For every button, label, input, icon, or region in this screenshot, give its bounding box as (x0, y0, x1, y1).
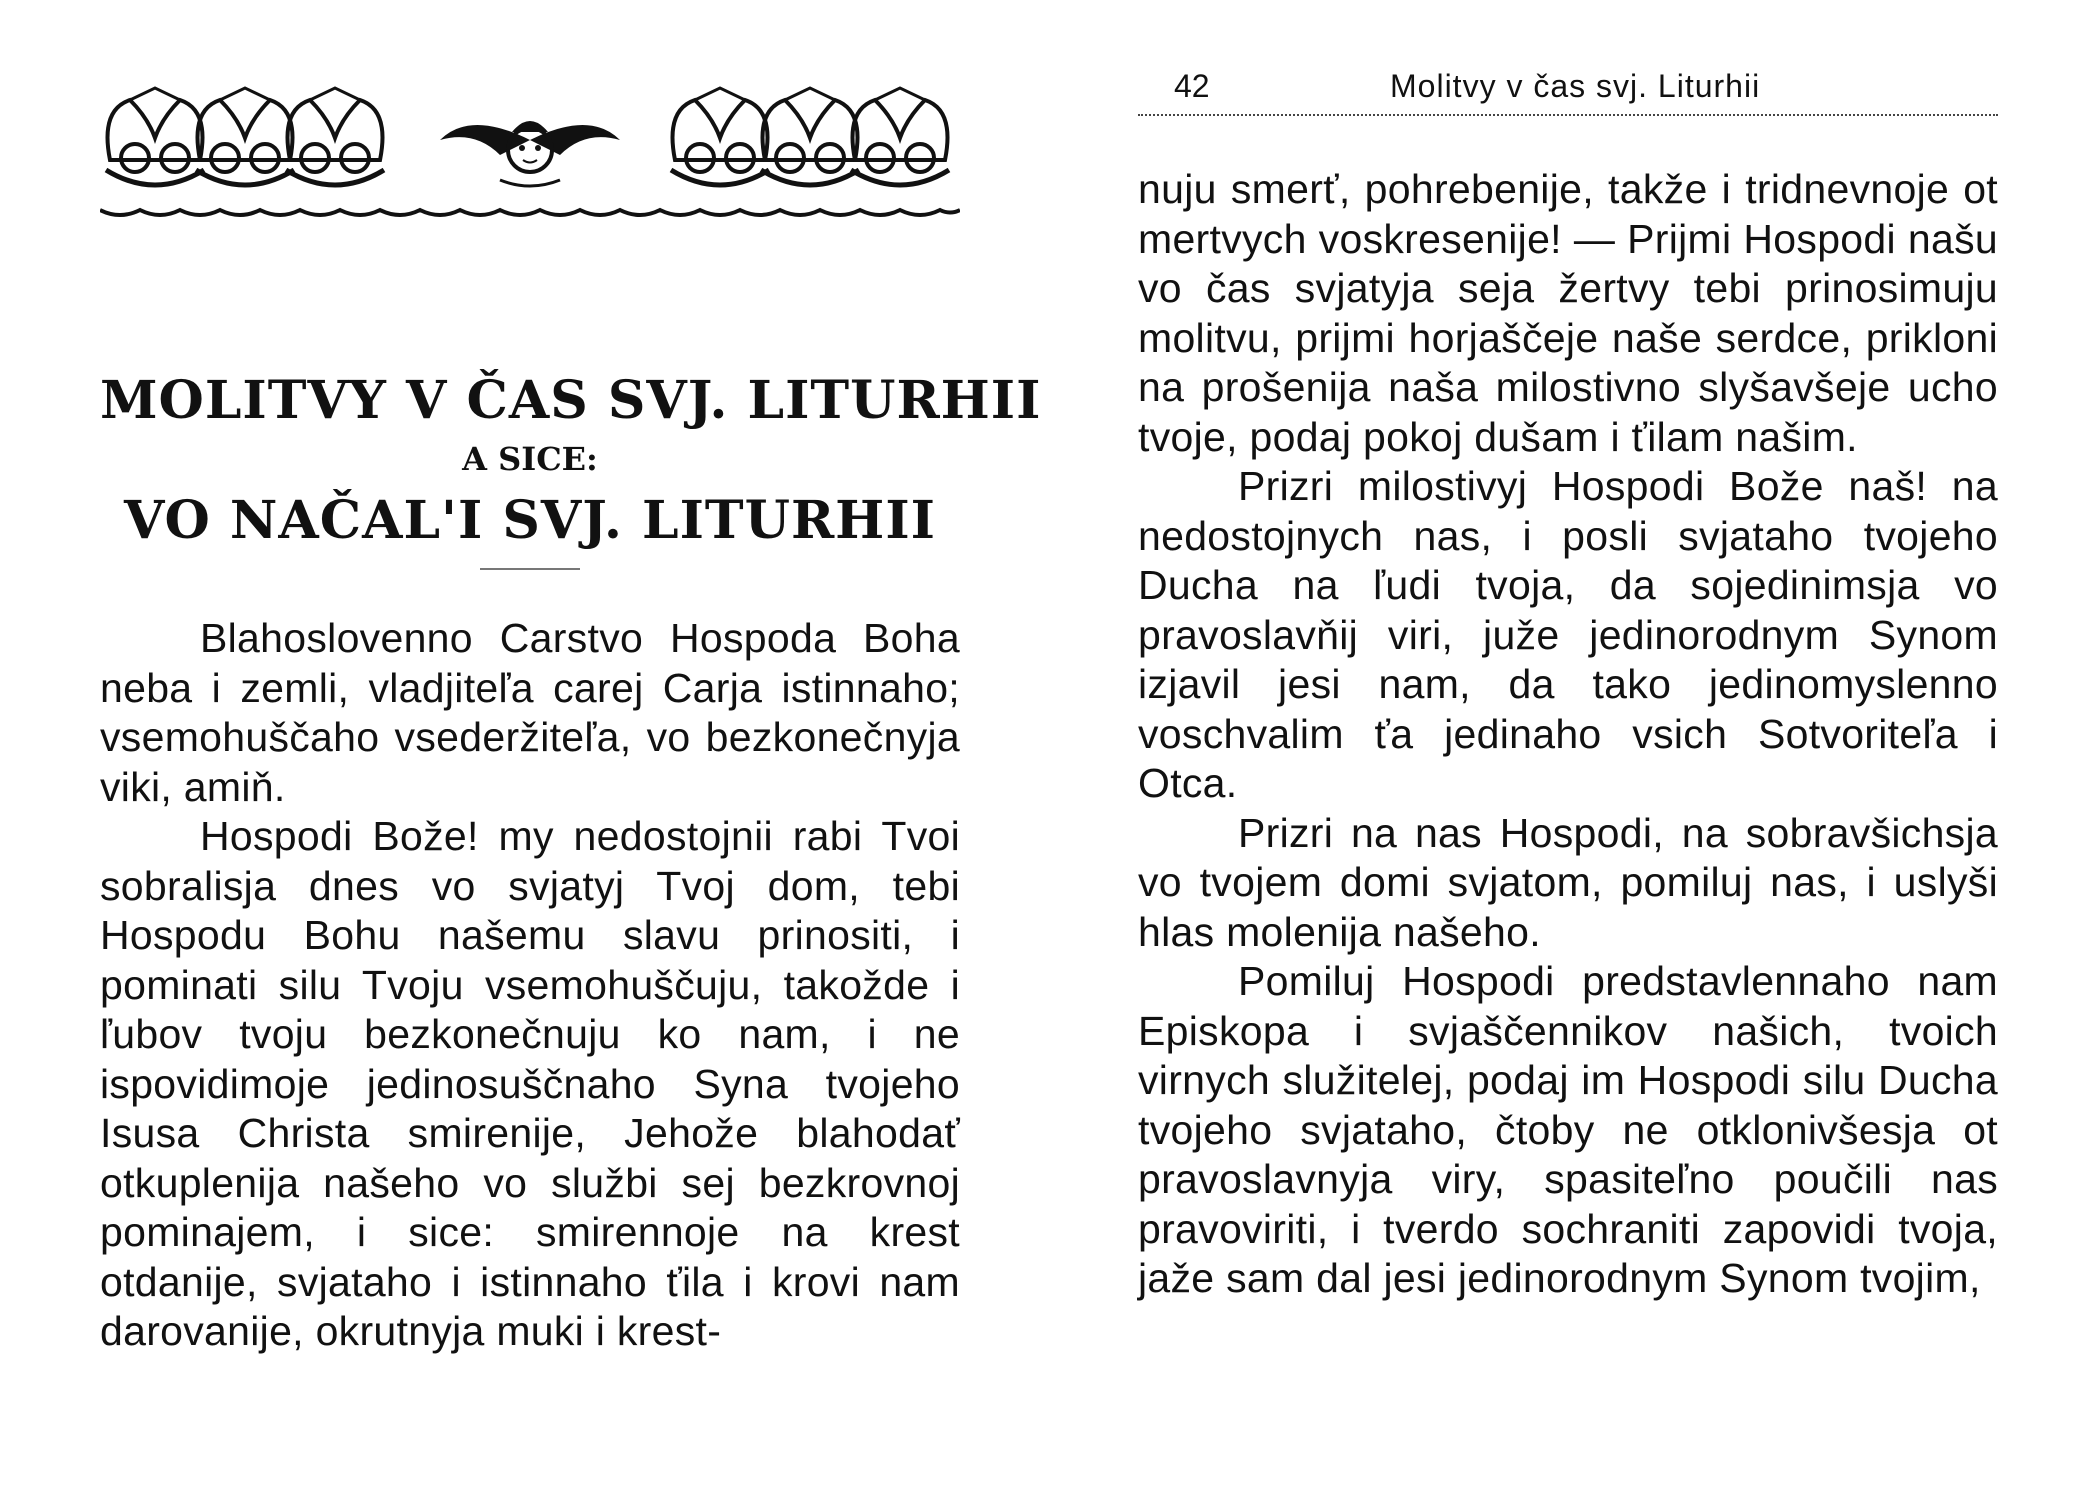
left-body-text (100, 614, 960, 1357)
prayer-title: MOLITVY V ČAS SVJ. LITURHII (100, 370, 1042, 431)
prayer-subtitle: A SICE: (462, 440, 598, 478)
running-header (1138, 64, 1998, 116)
page-number: 42 (1174, 68, 1210, 104)
paragraph: Prizri na nas Hospodi, na sobravšichsja vo tvojem domi svjatom, pomiluj nas, i uslyši hlas molenija našeho. (1138, 809, 1998, 955)
paragraph: Pomiluj Hospodi predstavlennaho nam Episkopa i svjaščennikov našich, tvoich virnych služitelej, podaj im Hospodi silu Ducha tvojeho svjataho, čtoby ne otklonivšesja ot pravoslavnyja viry, spasiteľno poučili nas pravoviriti, i tverdo sochraniti zapovidi tvoja, jaže sam dal jesi jedinorodnym Synom tvojim, (1138, 958, 1998, 1301)
paragraph: Hospodi Bože! my nedostojnii rabi Tvoi sobralisja dnes vo svjatyj Tvoj dom, tebi Hospodu Bohu našemu slavu prinositi, i pominati silu Tvoju vsemohuščuju, takožde i ľubov tvoju bezkonečnuju ko nam, i ne ispovidimoje jedinosuščnaho Syna tvojeho Isusa Christa smirenije, Jehože blahodať otkuplenija našeho vo službi sej bezkrovnoj pominajem, i sice: smirennoje na krest otdanije, svjataho i istinnaho ťila i krovi nam darovanije, okrutnyja muki i krest- (100, 813, 960, 1354)
right-body-text (1138, 165, 1998, 1304)
paragraph-continuation: nuju smerť, pohrebenije, takže i tridnevnoje ot mertvych voskresenije! — Prijmi Hospodi našu vo čas svjatyja seja žertvy tebi prinosimuju molitvu, prijmi horjaščeje naše serdce, prikloni na prošenija naša milostivno slyšavšeje ucho tvoje, podaj pokoj dušam i ťilam našim. (1138, 166, 1998, 460)
paragraph: Blahoslovenno Carstvo Hospoda Boha neba i zemli, vladjiteľa carej Carja istinnaho; vsemohuščaho vsederžiteľa, vo bezkonečnyja viki, amiň. (100, 615, 960, 810)
running-header-title: Molitvy v čas svj. Liturhii (1390, 68, 1761, 104)
right-page (1038, 0, 2076, 1500)
title-divider (480, 568, 580, 570)
winged-cherub-icon (440, 121, 620, 186)
scalloped-border (100, 210, 960, 215)
headpiece-ornament (100, 80, 960, 220)
paragraph: Prizri milostivyj Hospodi Bože naš! na nedostojnych nas, i posli svjataho tvojeho Ducha na ľudi tvoja, da sojedinimsja vo pravoslavňij viri, juže jedinorodnym Synom izjavil jesi nam, da tako jedinomyslenno voschvalim ťa jedinaho vsich Sotvoriteľa i Otca. (1138, 463, 1998, 806)
section-title: VO NAČAL'I SVJ. LITURHII (124, 490, 936, 551)
